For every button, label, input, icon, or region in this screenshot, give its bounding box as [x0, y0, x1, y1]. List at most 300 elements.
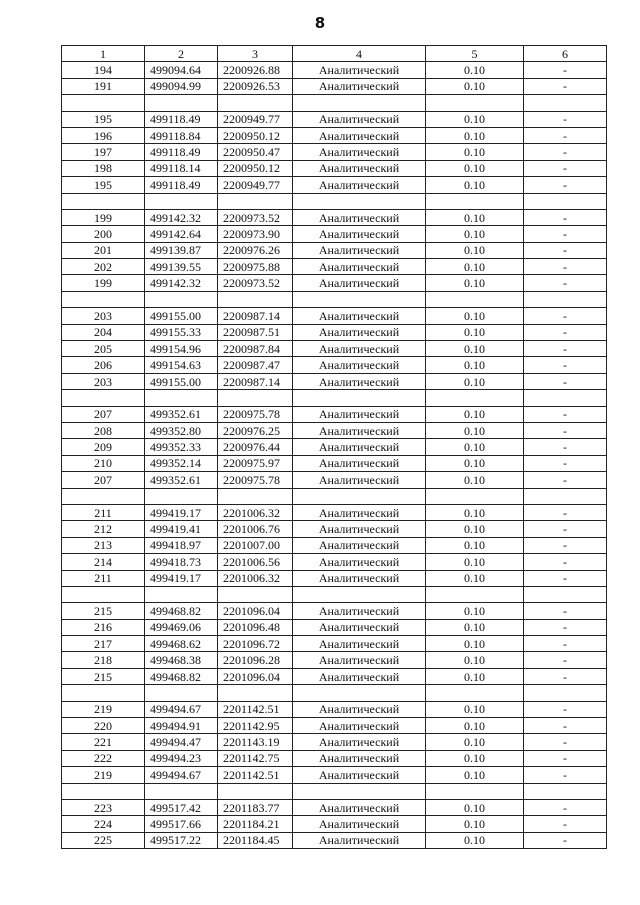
x-coordinate-cell: 499469.06	[145, 619, 218, 635]
method-cell: Аналитический	[293, 504, 426, 520]
method-cell: Аналитический	[293, 111, 426, 127]
table-row	[62, 341, 607, 357]
x-coordinate-cell: 499142.32	[145, 209, 218, 225]
x-coordinate-cell	[145, 193, 218, 209]
point-number-cell: 203	[62, 308, 145, 324]
y-coordinate-cell	[218, 193, 293, 209]
x-coordinate-cell: 499494.67	[145, 767, 218, 783]
y-coordinate-cell	[218, 783, 293, 799]
point-number-cell: 224	[62, 816, 145, 832]
method-cell: Аналитический	[293, 750, 426, 766]
note-cell: -	[524, 144, 607, 160]
method-cell: Аналитический	[293, 259, 426, 275]
point-number-cell: 197	[62, 144, 145, 160]
accuracy-cell: 0.10	[426, 767, 524, 783]
note-cell: -	[524, 439, 607, 455]
y-coordinate-cell	[218, 95, 293, 111]
accuracy-cell: 0.10	[426, 603, 524, 619]
table-row	[62, 472, 607, 488]
x-coordinate-cell: 499352.14	[145, 455, 218, 471]
point-number-cell: 209	[62, 439, 145, 455]
accuracy-cell: 0.10	[426, 619, 524, 635]
y-coordinate-cell: 2200973.52	[218, 275, 293, 291]
accuracy-cell: 0.10	[426, 816, 524, 832]
y-coordinate-cell: 2200949.77	[218, 111, 293, 127]
x-coordinate-cell: 499419.41	[145, 521, 218, 537]
accuracy-cell: 0.10	[426, 472, 524, 488]
method-cell: Аналитический	[293, 472, 426, 488]
point-number-cell: 222	[62, 750, 145, 766]
point-number-cell	[62, 783, 145, 799]
note-cell: -	[524, 734, 607, 750]
accuracy-cell: 0.10	[426, 324, 524, 340]
table-row	[62, 734, 607, 750]
table-row	[62, 275, 607, 291]
note-cell	[524, 783, 607, 799]
accuracy-cell: 0.10	[426, 537, 524, 553]
note-cell: -	[524, 259, 607, 275]
x-coordinate-cell: 499418.73	[145, 554, 218, 570]
note-cell: -	[524, 406, 607, 422]
point-number-cell: 211	[62, 570, 145, 586]
note-cell: -	[524, 226, 607, 242]
table-row	[62, 832, 607, 848]
point-number-cell: 196	[62, 127, 145, 143]
accuracy-cell: 0.10	[426, 799, 524, 815]
x-coordinate-cell: 499154.96	[145, 341, 218, 357]
x-coordinate-cell: 499468.38	[145, 652, 218, 668]
method-cell: Аналитический	[293, 521, 426, 537]
point-number-cell: 215	[62, 603, 145, 619]
table-row	[62, 504, 607, 520]
x-coordinate-cell: 499352.80	[145, 422, 218, 438]
method-cell: Аналитический	[293, 144, 426, 160]
accuracy-cell: 0.10	[426, 455, 524, 471]
point-number-cell: 208	[62, 422, 145, 438]
accuracy-cell: 0.10	[426, 439, 524, 455]
table-row	[62, 78, 607, 94]
table-row	[62, 767, 607, 783]
x-coordinate-cell: 499142.32	[145, 275, 218, 291]
table-row	[62, 701, 607, 717]
point-number-cell: 195	[62, 111, 145, 127]
x-coordinate-cell	[145, 685, 218, 701]
y-coordinate-cell: 2200950.12	[218, 127, 293, 143]
point-number-cell: 211	[62, 504, 145, 520]
y-coordinate-cell: 2200973.90	[218, 226, 293, 242]
y-coordinate-cell: 2200950.12	[218, 160, 293, 176]
note-cell: -	[524, 111, 607, 127]
point-number-cell: 200	[62, 226, 145, 242]
y-coordinate-cell: 2200950.47	[218, 144, 293, 160]
note-cell: -	[524, 357, 607, 373]
method-cell: Аналитический	[293, 603, 426, 619]
note-cell: -	[524, 341, 607, 357]
y-coordinate-cell: 2200987.51	[218, 324, 293, 340]
x-coordinate-cell: 499139.55	[145, 259, 218, 275]
note-cell: -	[524, 554, 607, 570]
accuracy-cell: 0.10	[426, 160, 524, 176]
y-coordinate-cell: 2201142.75	[218, 750, 293, 766]
accuracy-cell: 0.10	[426, 636, 524, 652]
table-row	[62, 308, 607, 324]
x-coordinate-cell: 499494.91	[145, 718, 218, 734]
accuracy-cell: 0.10	[426, 701, 524, 717]
y-coordinate-cell: 2201006.32	[218, 570, 293, 586]
table-row	[62, 242, 607, 258]
table-row	[62, 111, 607, 127]
method-cell: Аналитический	[293, 242, 426, 258]
point-number-cell: 216	[62, 619, 145, 635]
table-row	[62, 554, 607, 570]
point-number-cell: 223	[62, 799, 145, 815]
accuracy-cell	[426, 95, 524, 111]
y-coordinate-cell	[218, 291, 293, 307]
x-coordinate-cell: 499155.00	[145, 373, 218, 389]
note-cell: -	[524, 570, 607, 586]
x-coordinate-cell: 499468.62	[145, 636, 218, 652]
table-row	[62, 668, 607, 684]
table-header-row	[62, 46, 607, 62]
y-coordinate-cell: 2200926.53	[218, 78, 293, 94]
accuracy-cell: 0.10	[426, 832, 524, 848]
note-cell: -	[524, 619, 607, 635]
table-row	[62, 718, 607, 734]
column-header: 5	[426, 46, 524, 62]
x-coordinate-cell: 499352.61	[145, 406, 218, 422]
method-cell: Аналитический	[293, 816, 426, 832]
x-coordinate-cell: 499468.82	[145, 603, 218, 619]
x-coordinate-cell: 499155.33	[145, 324, 218, 340]
x-coordinate-cell: 499139.87	[145, 242, 218, 258]
point-number-cell: 214	[62, 554, 145, 570]
table-row	[62, 160, 607, 176]
y-coordinate-cell: 2201096.48	[218, 619, 293, 635]
coordinates-table	[61, 45, 607, 849]
table-row	[62, 127, 607, 143]
accuracy-cell: 0.10	[426, 718, 524, 734]
table-row	[62, 324, 607, 340]
y-coordinate-cell: 2200987.14	[218, 373, 293, 389]
method-cell: Аналитический	[293, 422, 426, 438]
y-coordinate-cell: 2201096.04	[218, 668, 293, 684]
method-cell: Аналитический	[293, 324, 426, 340]
method-cell: Аналитический	[293, 767, 426, 783]
method-cell: Аналитический	[293, 455, 426, 471]
accuracy-cell: 0.10	[426, 177, 524, 193]
y-coordinate-cell: 2201096.72	[218, 636, 293, 652]
point-number-cell	[62, 586, 145, 602]
table-row	[62, 422, 607, 438]
note-cell: -	[524, 718, 607, 734]
accuracy-cell: 0.10	[426, 750, 524, 766]
column-header: 3	[218, 46, 293, 62]
accuracy-cell	[426, 783, 524, 799]
x-coordinate-cell: 499517.66	[145, 816, 218, 832]
note-cell: -	[524, 62, 607, 78]
column-header: 4	[293, 46, 426, 62]
accuracy-cell: 0.10	[426, 373, 524, 389]
accuracy-cell	[426, 390, 524, 406]
point-number-cell: 201	[62, 242, 145, 258]
note-cell: -	[524, 603, 607, 619]
y-coordinate-cell: 2201183.77	[218, 799, 293, 815]
note-cell: -	[524, 422, 607, 438]
note-cell: -	[524, 455, 607, 471]
method-cell: Аналитический	[293, 636, 426, 652]
y-coordinate-cell: 2200975.78	[218, 406, 293, 422]
point-number-cell: 191	[62, 78, 145, 94]
accuracy-cell: 0.10	[426, 734, 524, 750]
table-row	[62, 144, 607, 160]
method-cell: Аналитический	[293, 554, 426, 570]
point-number-cell: 199	[62, 275, 145, 291]
method-cell: Аналитический	[293, 275, 426, 291]
point-number-cell: 215	[62, 668, 145, 684]
x-coordinate-cell	[145, 291, 218, 307]
x-coordinate-cell: 499419.17	[145, 570, 218, 586]
table-row	[62, 619, 607, 635]
accuracy-cell: 0.10	[426, 242, 524, 258]
method-cell: Аналитический	[293, 832, 426, 848]
table-row	[62, 439, 607, 455]
x-coordinate-cell: 499418.97	[145, 537, 218, 553]
note-cell: -	[524, 652, 607, 668]
table-row	[62, 537, 607, 553]
point-number-cell: 204	[62, 324, 145, 340]
x-coordinate-cell: 499118.14	[145, 160, 218, 176]
note-cell: -	[524, 308, 607, 324]
note-cell	[524, 95, 607, 111]
accuracy-cell: 0.10	[426, 341, 524, 357]
method-cell: Аналитический	[293, 78, 426, 94]
point-number-cell	[62, 488, 145, 504]
accuracy-cell: 0.10	[426, 209, 524, 225]
note-cell: -	[524, 636, 607, 652]
y-coordinate-cell: 2200926.88	[218, 62, 293, 78]
x-coordinate-cell: 499494.23	[145, 750, 218, 766]
point-number-cell: 221	[62, 734, 145, 750]
note-cell: -	[524, 373, 607, 389]
point-number-cell: 225	[62, 832, 145, 848]
y-coordinate-cell: 2201096.28	[218, 652, 293, 668]
method-cell: Аналитический	[293, 341, 426, 357]
method-cell: Аналитический	[293, 406, 426, 422]
y-coordinate-cell: 2201096.04	[218, 603, 293, 619]
y-coordinate-cell: 2201142.51	[218, 767, 293, 783]
method-cell: Аналитический	[293, 668, 426, 684]
accuracy-cell: 0.10	[426, 127, 524, 143]
method-cell: Аналитический	[293, 799, 426, 815]
method-cell: Аналитический	[293, 652, 426, 668]
y-coordinate-cell: 2200949.77	[218, 177, 293, 193]
x-coordinate-cell	[145, 488, 218, 504]
point-number-cell: 218	[62, 652, 145, 668]
x-coordinate-cell: 499142.64	[145, 226, 218, 242]
method-cell: Аналитический	[293, 439, 426, 455]
note-cell	[524, 488, 607, 504]
y-coordinate-cell: 2200976.44	[218, 439, 293, 455]
x-coordinate-cell: 499094.64	[145, 62, 218, 78]
method-cell: Аналитический	[293, 537, 426, 553]
table-row	[62, 373, 607, 389]
note-cell: -	[524, 504, 607, 520]
y-coordinate-cell: 2201184.45	[218, 832, 293, 848]
point-number-cell: 213	[62, 537, 145, 553]
accuracy-cell: 0.10	[426, 357, 524, 373]
accuracy-cell: 0.10	[426, 521, 524, 537]
x-coordinate-cell: 499094.99	[145, 78, 218, 94]
note-cell: -	[524, 668, 607, 684]
separator-row	[62, 488, 607, 504]
point-number-cell: 205	[62, 341, 145, 357]
accuracy-cell: 0.10	[426, 668, 524, 684]
accuracy-cell: 0.10	[426, 652, 524, 668]
table-row	[62, 209, 607, 225]
method-cell: Аналитический	[293, 209, 426, 225]
table-row	[62, 259, 607, 275]
x-coordinate-cell	[145, 783, 218, 799]
column-header: 6	[524, 46, 607, 62]
table-row	[62, 603, 607, 619]
point-number-cell: 198	[62, 160, 145, 176]
x-coordinate-cell	[145, 586, 218, 602]
point-number-cell	[62, 390, 145, 406]
accuracy-cell: 0.10	[426, 111, 524, 127]
y-coordinate-cell: 2200976.26	[218, 242, 293, 258]
method-cell	[293, 95, 426, 111]
method-cell	[293, 586, 426, 602]
accuracy-cell: 0.10	[426, 422, 524, 438]
y-coordinate-cell: 2200975.97	[218, 455, 293, 471]
table-row	[62, 62, 607, 78]
y-coordinate-cell: 2200976.25	[218, 422, 293, 438]
separator-row	[62, 193, 607, 209]
note-cell: -	[524, 767, 607, 783]
method-cell: Аналитический	[293, 701, 426, 717]
method-cell	[293, 783, 426, 799]
y-coordinate-cell: 2201006.76	[218, 521, 293, 537]
note-cell: -	[524, 127, 607, 143]
note-cell	[524, 685, 607, 701]
separator-row	[62, 390, 607, 406]
point-number-cell: 217	[62, 636, 145, 652]
point-number-cell: 219	[62, 701, 145, 717]
point-number-cell: 220	[62, 718, 145, 734]
note-cell: -	[524, 275, 607, 291]
table-row	[62, 570, 607, 586]
accuracy-cell: 0.10	[426, 406, 524, 422]
method-cell: Аналитический	[293, 62, 426, 78]
accuracy-cell	[426, 586, 524, 602]
x-coordinate-cell: 499494.47	[145, 734, 218, 750]
x-coordinate-cell: 499155.00	[145, 308, 218, 324]
table-row	[62, 652, 607, 668]
point-number-cell: 194	[62, 62, 145, 78]
point-number-cell: 206	[62, 357, 145, 373]
note-cell: -	[524, 832, 607, 848]
separator-row	[62, 95, 607, 111]
point-number-cell	[62, 193, 145, 209]
method-cell: Аналитический	[293, 718, 426, 734]
accuracy-cell: 0.10	[426, 144, 524, 160]
point-number-cell: 219	[62, 767, 145, 783]
point-number-cell: 199	[62, 209, 145, 225]
x-coordinate-cell: 499118.49	[145, 177, 218, 193]
method-cell: Аналитический	[293, 127, 426, 143]
accuracy-cell: 0.10	[426, 62, 524, 78]
point-number-cell: 195	[62, 177, 145, 193]
separator-row	[62, 783, 607, 799]
note-cell	[524, 291, 607, 307]
separator-row	[62, 291, 607, 307]
x-coordinate-cell	[145, 390, 218, 406]
point-number-cell: 207	[62, 406, 145, 422]
method-cell: Аналитический	[293, 177, 426, 193]
accuracy-cell	[426, 193, 524, 209]
x-coordinate-cell: 499352.61	[145, 472, 218, 488]
accuracy-cell: 0.10	[426, 554, 524, 570]
method-cell: Аналитический	[293, 226, 426, 242]
y-coordinate-cell: 2201143.19	[218, 734, 293, 750]
y-coordinate-cell	[218, 488, 293, 504]
y-coordinate-cell: 2200987.14	[218, 308, 293, 324]
y-coordinate-cell: 2201006.56	[218, 554, 293, 570]
accuracy-cell	[426, 685, 524, 701]
accuracy-cell: 0.10	[426, 259, 524, 275]
method-cell: Аналитический	[293, 570, 426, 586]
point-number-cell: 207	[62, 472, 145, 488]
y-coordinate-cell: 2201142.51	[218, 701, 293, 717]
point-number-cell	[62, 95, 145, 111]
table-row	[62, 357, 607, 373]
y-coordinate-cell: 2201006.32	[218, 504, 293, 520]
x-coordinate-cell: 499118.49	[145, 111, 218, 127]
y-coordinate-cell: 2200987.47	[218, 357, 293, 373]
method-cell: Аналитический	[293, 308, 426, 324]
table-row	[62, 799, 607, 815]
y-coordinate-cell: 2201184.21	[218, 816, 293, 832]
method-cell: Аналитический	[293, 357, 426, 373]
note-cell: -	[524, 521, 607, 537]
method-cell: Аналитический	[293, 373, 426, 389]
x-coordinate-cell: 499352.33	[145, 439, 218, 455]
x-coordinate-cell: 499419.17	[145, 504, 218, 520]
accuracy-cell: 0.10	[426, 504, 524, 520]
note-cell: -	[524, 799, 607, 815]
y-coordinate-cell: 2200987.84	[218, 341, 293, 357]
separator-row	[62, 685, 607, 701]
y-coordinate-cell	[218, 685, 293, 701]
note-cell: -	[524, 242, 607, 258]
method-cell	[293, 488, 426, 504]
accuracy-cell: 0.10	[426, 78, 524, 94]
y-coordinate-cell: 2200975.88	[218, 259, 293, 275]
accuracy-cell	[426, 291, 524, 307]
accuracy-cell: 0.10	[426, 275, 524, 291]
point-number-cell	[62, 291, 145, 307]
accuracy-cell: 0.10	[426, 570, 524, 586]
x-coordinate-cell: 499468.82	[145, 668, 218, 684]
column-header: 1	[62, 46, 145, 62]
accuracy-cell: 0.10	[426, 226, 524, 242]
method-cell	[293, 291, 426, 307]
note-cell: -	[524, 537, 607, 553]
x-coordinate-cell: 499517.22	[145, 832, 218, 848]
note-cell: -	[524, 701, 607, 717]
method-cell	[293, 193, 426, 209]
accuracy-cell	[426, 488, 524, 504]
